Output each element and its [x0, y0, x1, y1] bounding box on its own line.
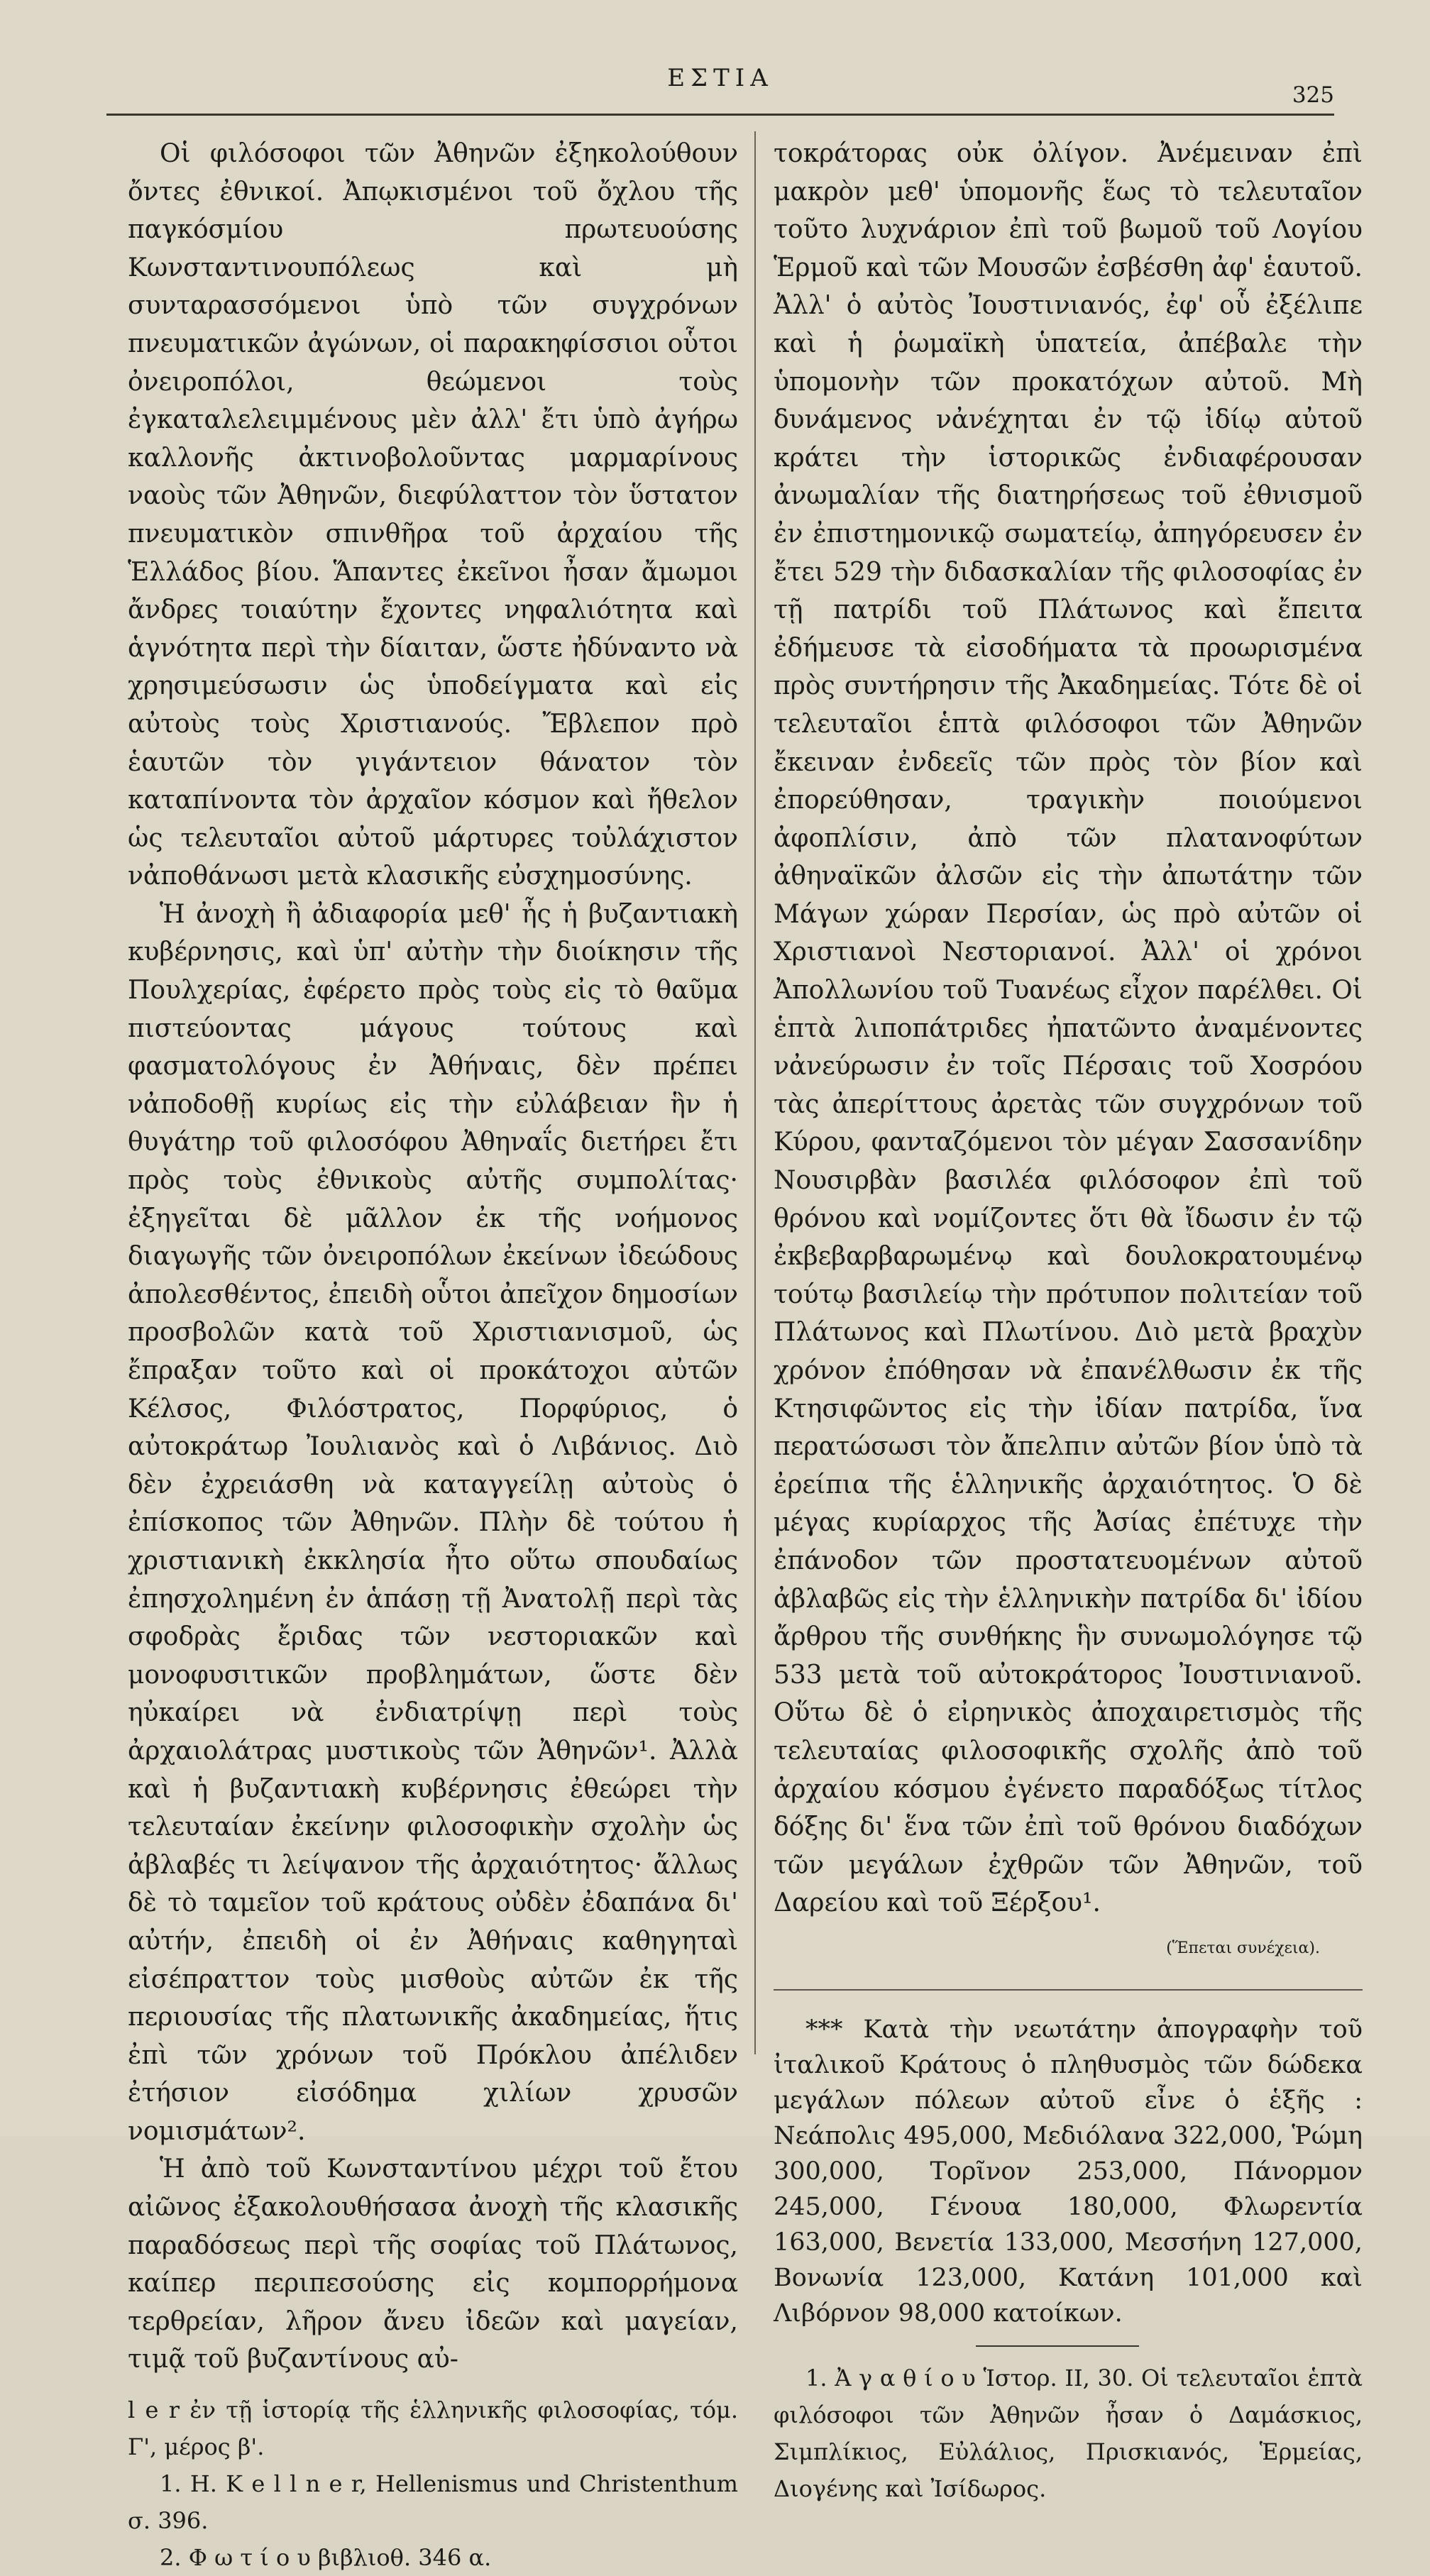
- continuation-note: (Ἕπεται συνέχεια).: [1166, 1939, 1320, 1957]
- column-divider: [754, 131, 756, 2054]
- footnote: l e r ἐν τῇ ἱστορίᾳ τῆς ἑλληνικῆς φιλοσοφίας, τόμ. Γ', μέρος β'.: [128, 2396, 738, 2461]
- footnote-rule: [976, 2345, 1139, 2347]
- header-rule: [106, 114, 1334, 116]
- footnote: 2. Φ ω τ ί ο υ βιβλιοθ. 346 α.: [160, 2544, 492, 2572]
- paragraph: Οἱ φιλόσοφοι τῶν Ἀθηνῶν ἐξηκολούθουν ὄντες ἐθνικοί. Ἀπῳκισμένοι τοῦ ὄχλου τῆς παγκόσμίου πρωτευούσης Κωνσταντινουπόλεως καὶ μὴ συνταρασσόμενοι ὑπὸ τῶν συγχρόνων πνευματικῶν ἀγώνων, οἱ παρακηφίσσιοι οὗτοι ὀνειροπόλοι, θεώμενοι τοὺς ἐγκαταλελειμμένους μὲν ἀλλ' ἔτι ὑπὸ ἀγήρω καλλονῆς ἀκτινοβολοῦντας μαρμαρίνους ναοὺς τῶν Ἀθηνῶν, διεφύλαττον τὸν ὕστατον πνευματικὸν σπινθῆρα τοῦ ἀρχαίου τῆς Ἑλλάδος βίου. Ἅπαντες ἐκεῖνοι ἦσαν ἄμωμοι ἄνδρες τοιαύτην ἔχοντες νηφαλιότητα καὶ ἁγνότητα περὶ τὴν δίαιταν, ὥστε ἠδύναντο νὰ χρησιμεύσωσιν ὡς ὑποδείγματα καὶ εἰς αὐτοὺς τοὺς Χριστιανούς. Ἔβλεπον πρὸ ἑαυτῶν τὸν γιγάντειον θάνατον τὸν καταπίνοντα τὸν ἀρχαῖον κόσμον καὶ ἤθελον ὡς τελευταῖοι αὐτοῦ μάρτυρες τοὐλάχιστον νἀποθάνωσι μετὰ κλασικῆς εὐσχημοσύνης.: [128, 139, 738, 891]
- footnotes: [128, 2391, 738, 2576]
- page-number: 325: [1292, 82, 1334, 108]
- section-rule: [774, 1989, 1363, 1991]
- running-title: ΕΣΤΙΑ: [667, 64, 774, 92]
- footnote: 1. Ἀ γ α θ ί ο υ Ἱστορ. II, 30. Οἱ τελευταῖοι ἑπτὰ φιλόσοφοι τῶν Ἀθηνῶν ἦσαν ὁ Δαμάσκιος, Σιμπλίκιος, Εὐλάλιος, Πρισκιανός, Ἑρμείας, Διογένης καὶ Ἰσίδωρος.: [774, 2364, 1363, 2502]
- paragraph: τοκράτορας οὐκ ὀλίγον. Ἀνέμειναν ἐπὶ μακρὸν μεθ' ὑπομονῆς ἕως τὸ τελευταῖον τοῦτο λυχνάριον ἐπὶ τοῦ βωμοῦ τοῦ Λογίου Ἑρμοῦ καὶ τῶν Μουσῶν ἐσβέσθη ἀφ' ἑαυτοῦ. Ἀλλ' ὁ αὐτὸς Ἰουστινιανός, ἐφ' οὗ ἐξέλιπε καὶ ἡ ῥωμαϊκὴ ὑπατεία, ἀπέβαλε τὴν ὑπομονὴν τῶν προκατόχων αὐτοῦ. Μὴ δυνάμενος νἀνέχηται ἐν τῷ ἰδίῳ αὐτοῦ κράτει τὴν ἱστορικῶς ἐνδιαφέρουσαν ἀνωμαλίαν τῆς διατηρήσεως τοῦ ἐθνισμοῦ ἐν ἐπιστημονικῷ σωματείῳ, ἀπηγόρευσεν ἐν ἔτει 529 τὴν διδασκαλίαν τῆς φιλοσοφίας ἐν τῇ πατρίδι τοῦ Πλάτωνος καὶ ἔπειτα ἐδήμευσε τὰ εἰσοδήματα τὰ προωρισμένα πρὸς συντήρησιν τῆς Ἀκαδημείας. Τότε δὲ οἱ τελευταῖοι ἑπτὰ φιλόσοφοι τῶν Ἀθηνῶν ἔκειναν ἐνδεεῖς τῶν πρὸς τὸν βίον καὶ ἐπορεύθησαν, τραγικὴν ποιούμενοι ἀφοπλίσιν, ἀπὸ τῶν πλατανοφύτων ἀθηναϊκῶν ἀλσῶν εἰς τὴν ἀπωτάτην τῶν Μάγων χώραν Περσίαν, ὡς πρὸ αὐτῶν οἱ Χριστιανοὶ Νεστοριανοί. Ἀλλ' οἱ χρόνοι Ἀπολλωνίου τοῦ Τυανέως εἶχον παρέλθει. Οἱ ἑπτὰ λιποπάτριδες ἠπατῶντο ἀναμένοντες νἀνεύρωσιν ἐν τοῖς Πέρσαις τοῦ Χοσρόου τὰς ἀπερίττους ἀρετὰς τῶν συγχρόνων τοῦ Κύρου, φανταζόμενοι τὸν μέγαν Σασσανίδην Νουσιρβὰν βασιλέα φιλόσοφον ἐπὶ τοῦ θρόνου καὶ νομίζοντες ὅτι θὰ ἴδωσιν ἐν τῷ ἐκβεβαρβαρωμένῳ καὶ δουλοκρατουμένῳ τούτῳ βασιλείῳ τὴν πρότυπον πολιτείαν τοῦ Πλάτωνος καὶ Πλωτίνου. Διὸ μετὰ βραχὺν χρόνον ἐπόθησαν νὰ ἐπανέλθωσιν ἐκ τῆς Κτησιφῶντος εἰς τὴν ἰδίαν πατρίδα, ἵνα περατώσωσι τὸν ἄπελπιν αὐτῶν βίον ὑπὸ τὰ ἐρείπια τῆς ἑλληνικῆς ἀρχαιότητος. Ὁ δὲ μέγας κυρίαρχος τῆς Ἀσίας ἐπέτυχε τὴν ἐπάνοδον τῶν προστατευομένων αὐτοῦ ἀβλαβῶς εἰς τὴν ἑλληνικὴν πατρίδα δι' ἰδίου ἄρθρου τῆς συνθήκης ἣν συνωμολόγησε τῷ 533 μετὰ τοῦ αὐτοκράτορος Ἰουστινιανοῦ. Οὕτω δὲ ὁ εἰρηνικὸς ἀποχαιρετισμὸς τῆς τελευταίας φιλοσοφικῆς σχολῆς ἀπὸ τοῦ ἀρχαίου κόσμου ἐγένετο παραδόξως τίτλος δόξης δι' ἕνα τῶν ἐπὶ τοῦ θρόνου διαδόχων τῶν μεγάλων ἐχθρῶν τῶν Ἀθηνῶν, τοῦ Δαρείου καὶ τοῦ Ξέρξου¹.: [774, 139, 1363, 1918]
- right-column: [774, 135, 1363, 2507]
- footnote: 1. H. K e l l n e r, Hellenismus und Christenthum σ. 396.: [128, 2470, 738, 2535]
- paragraph: Ἡ ἀπὸ τοῦ Κωνσταντίνου μέχρι τοῦ ἔτου αἰῶνος ἐξακολουθήσασα ἀνοχὴ τῆς κλασικῆς παραδόσεως περὶ τῆς σοφίας τοῦ Πλάτωνος, καίπερ περιπεσούσης εἰς κομπορρήμονα τερθρείαν, λῆρον ἄνευ ἰδεῶν καὶ μαγείαν, τιμᾷ τοῦ βυζαντίνους αὐ-: [128, 2154, 738, 2374]
- page-header: [106, 57, 1334, 114]
- left-column: [128, 135, 738, 2576]
- news-item: *** Κατὰ τὴν νεωτάτην ἀπογραφὴν τοῦ ἰταλικοῦ Κράτους ὁ πληθυσμὸς τῶν δώδεκα μεγάλων πόλεων αὐτοῦ εἶνε ὁ ἑξῆς : Νεάπολις 495,000, Μεδιόλανα 322,000, Ῥώμη 300,000, Τορῖνον 253,000, Πάνορμον 245,000, Γένουα 180,000, Φλωρεντία 163,000, Βενετία 133,000, Μεσσήνη 127,000, Βονωνία 123,000, Κατάνη 101,000 καὶ Λιβόρνον 98,000 κατοίκων.: [774, 2015, 1363, 2328]
- paragraph: Ἡ ἀνοχὴ ἢ ἀδιαφορία μεθ' ἧς ἡ βυζαντιακὴ κυβέρνησις, καὶ ὑπ' αὐτὴν τὴν διοίκησιν τῆς Πουλχερίας, ἐφέρετο πρὸς τοὺς εἰς τὸ θαῦμα πιστεύοντας μάγους τούτους καὶ φασματολόγους ἐν Ἀθήναις, δὲν πρέπει νἀποδοθῇ κυρίως εἰς τὴν εὐλάβειαν ἣν ἡ θυγάτηρ τοῦ φιλοσόφου Ἀθηναΐς διετήρει ἔτι πρὸς τοὺς ἐθνικοὺς αὐτῆς συμπολίτας· ἐξηγεῖται δὲ μᾶλλον ἐκ τῆς νοήμονος διαγωγῆς τῶν ὀνειροπόλων ἐκείνων ἰδεώδους ἀπολεσθέντος, ἐπειδὴ οὗτοι ἀπεῖχον δημοσίων προσβολῶν κατὰ τοῦ Χριστιανισμοῦ, ὡς ἔπραξαν τοῦτο καὶ οἱ προκάτοχοι αὐτῶν Κέλσος, Φιλόστρατος, Πορφύριος, ὁ αὐτοκράτωρ Ἰουλιανὸς καὶ ὁ Λιβάνιος. Διὸ δὲν ἐχρειάσθη νὰ καταγγείλῃ αὐτοὺς ὁ ἐπίσκοπος τῶν Ἀθηνῶν. Πλὴν δὲ τούτου ἡ χριστιανικὴ ἐκκλησία ἦτο οὕτω σπουδαίως ἐπησχολημένη ἐν ἁπάσῃ τῇ Ἀνατολῇ περὶ τὰς σφοδρὰς ἔριδας τῶν νεστοριακῶν καὶ μονοφυσιτικῶν προβλημάτων, ὥστε δὲν ηὐκαίρει νὰ ἐνδιατρίψῃ περὶ τοὺς ἀρχαιολάτρας μυστικοὺς τῶν Ἀθηνῶν¹. Ἀλλὰ καὶ ἡ βυζαντιακὴ κυβέρνησις ἐθεώρει τὴν τελευταίαν ἐκείνην φιλοσοφικὴν σχολὴν ὡς ἀβλαβές τι λείψανον τῆς ἀρχαιότητος· ἄλλως δὲ τὸ ταμεῖον τοῦ κράτους οὐδὲν ἐδαπάνα δι' αὐτήν, ἐπειδὴ οἱ ἐν Ἀθήναις καθηγηταὶ εἰσέπραττον τοὺς μισθοὺς αὐτῶν ἐκ τῆς περιουσίας τῆς πλατωνικῆς ἀκαδημείας, ἥτις ἐπὶ τῶν χρόνων τοῦ Πρόκλου ἀπέλιδεν ἐτήσιον εἰσόδημα χιλίων χρυσῶν νομισμάτων².: [128, 899, 738, 2146]
